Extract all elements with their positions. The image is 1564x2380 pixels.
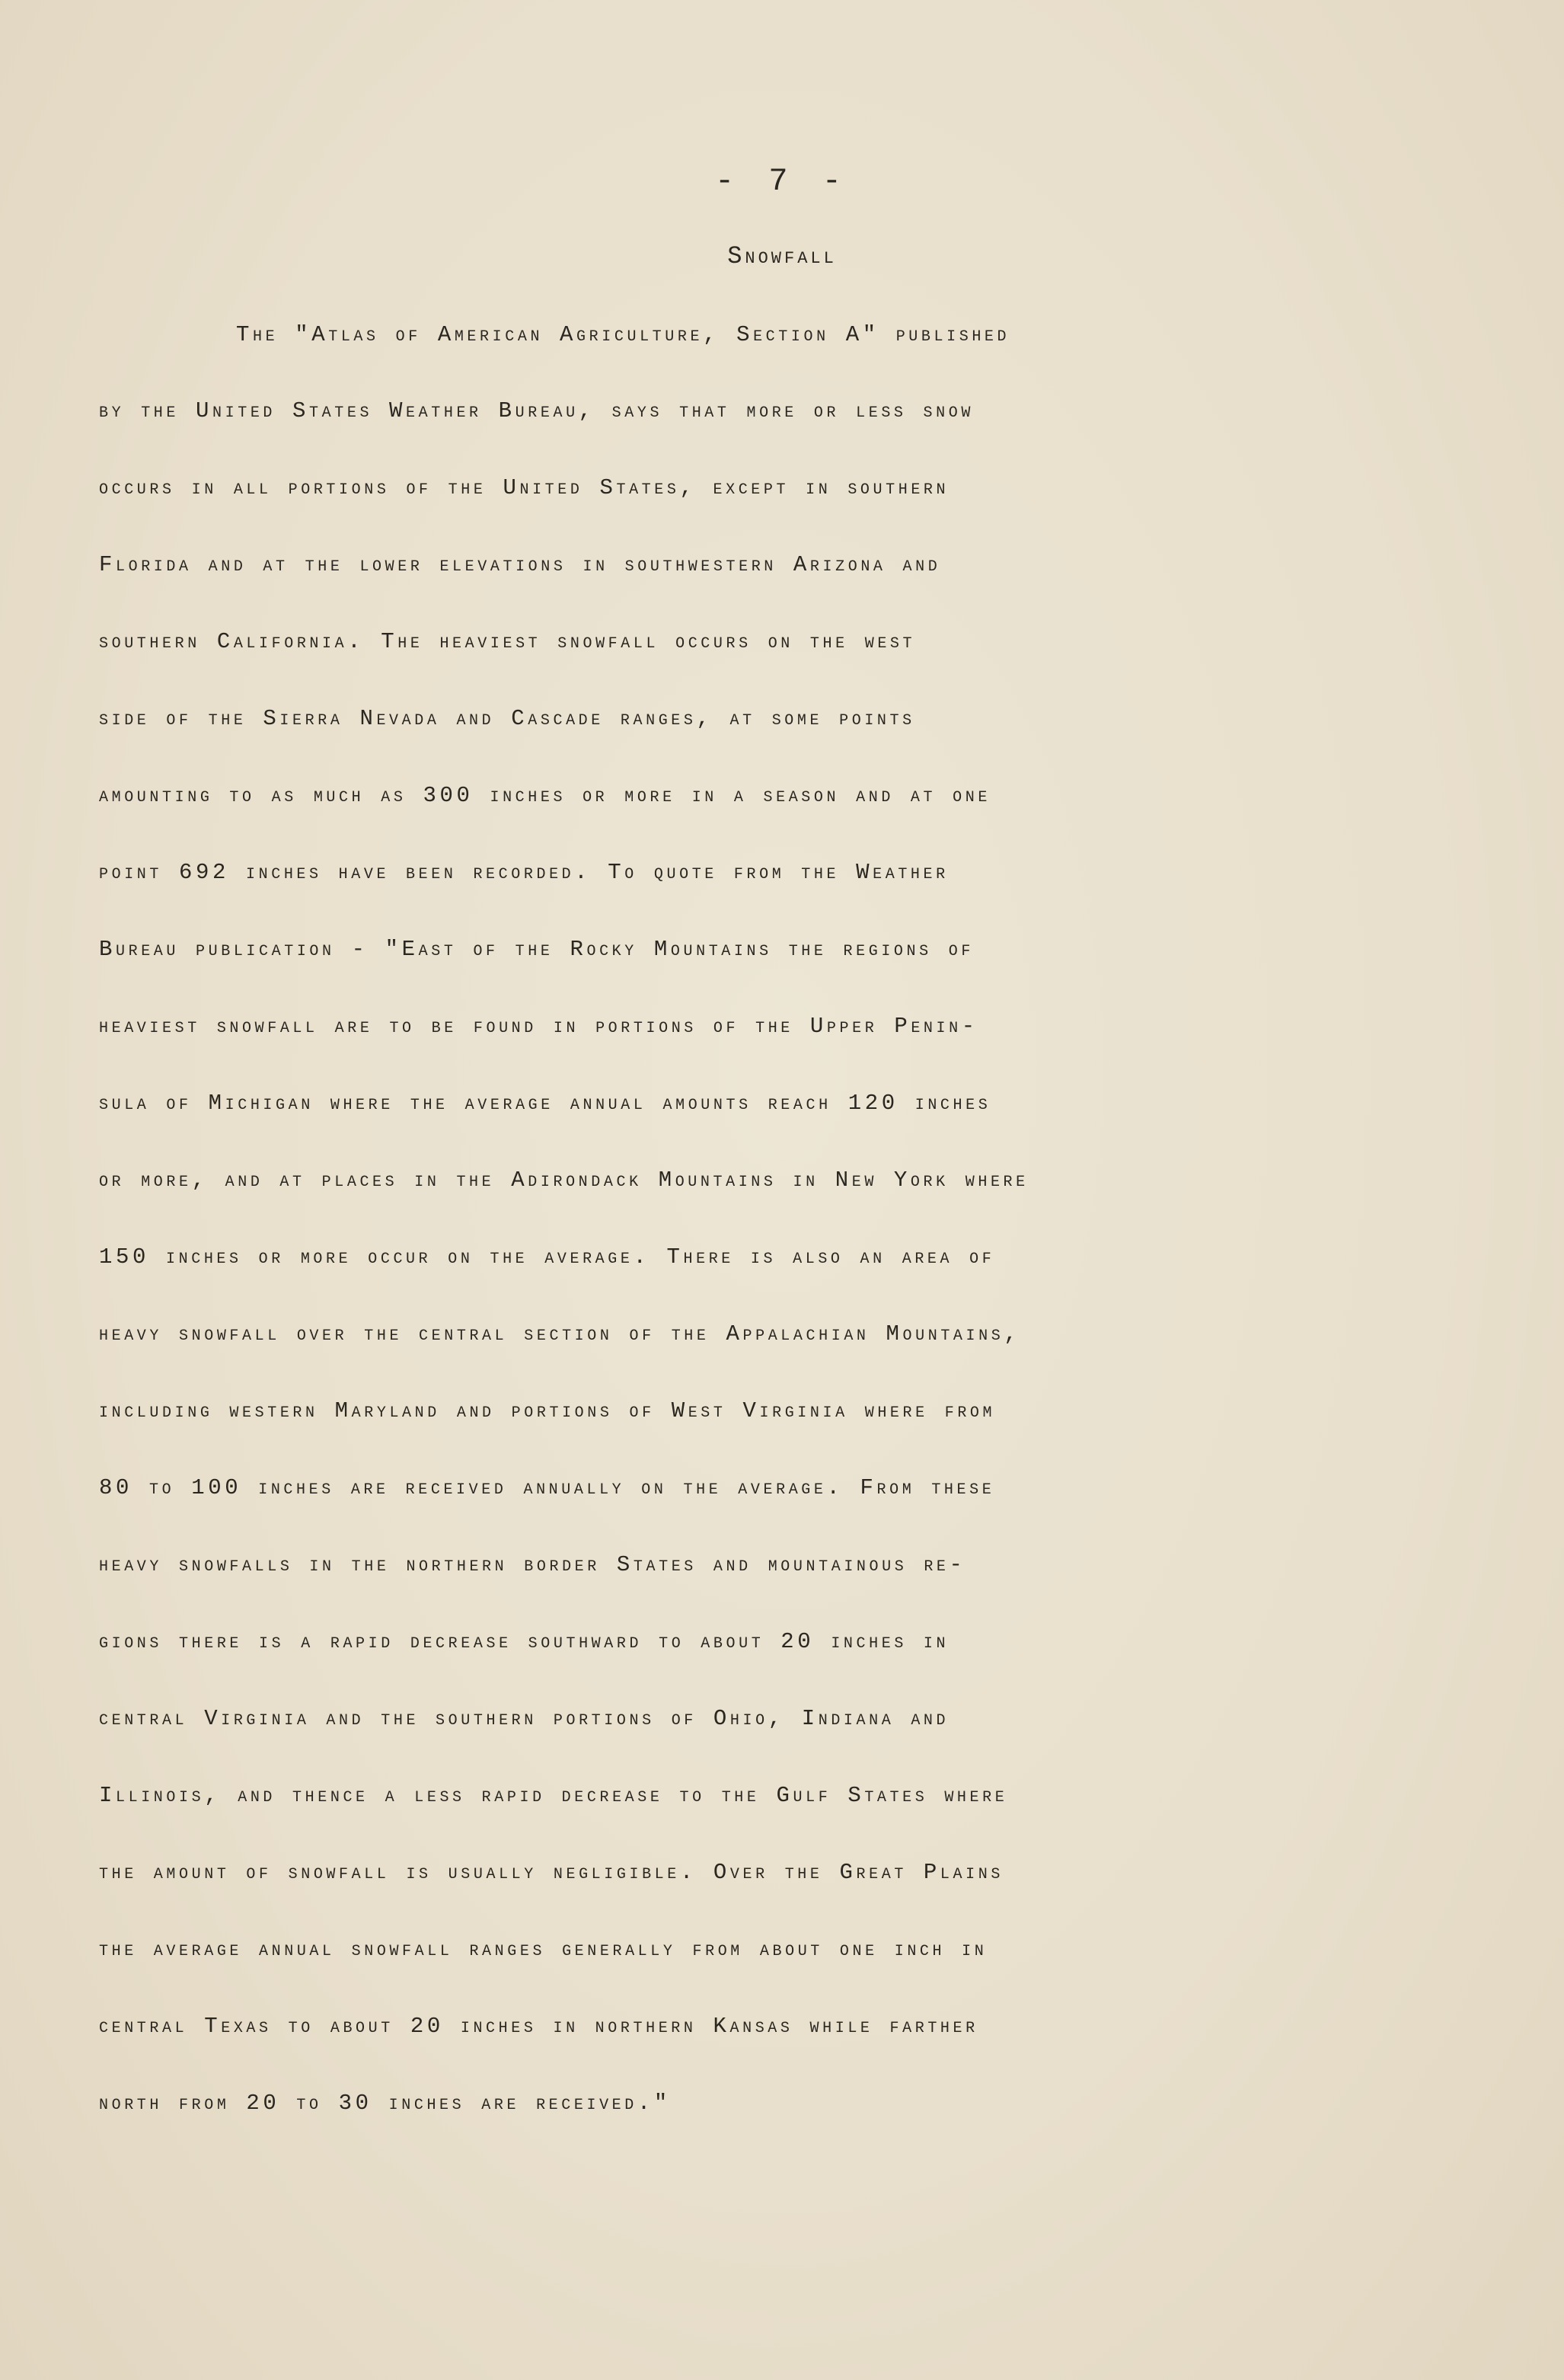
text-line: 150 inches or more occur on the average. There is also an area of: [99, 1244, 995, 1270]
text-line: or more, and at places in the Adirondack Mountains in New York where: [99, 1168, 1029, 1193]
text-line: gions there is a rapid decrease southward to about 20 inches in: [99, 1629, 950, 1654]
text-line: including western Maryland and portions of West Virginia where from: [99, 1398, 996, 1423]
text-line: heaviest snowfall are to be found in portions of the Upper Penin-: [99, 1014, 978, 1039]
text-line: southern California. The heaviest snowfall occurs on the west: [99, 629, 916, 654]
text-line: the average annual snowfall ranges generally from about one inch in: [99, 1937, 988, 1962]
text-line: sula of Michigan where the average annual amounts reach 120 inches: [99, 1091, 991, 1116]
text-line: Florida and at the lower elevations in southwestern Arizona and: [99, 552, 941, 577]
text-line: occurs in all portions of the United States, except in southern: [99, 475, 950, 500]
page-number: - 7 -: [714, 163, 850, 200]
text-line: Bureau publication - "East of the Rocky Mountains the regions of: [99, 937, 974, 962]
text-line: central Texas to about 20 inches in northern Kansas while farther: [99, 2014, 978, 2039]
text-line: heavy snowfalls in the northern border States and mountainous re-: [99, 1552, 966, 1577]
text-line: heavy snowfall over the central section of the Appalachian Mountains,: [99, 1321, 1021, 1347]
text-line: amounting to as much as 300 inches or more in a season and at one: [99, 783, 991, 808]
text-line: Illinois, and thence a less rapid decrease to the Gulf States where: [99, 1783, 1008, 1808]
text-line: 80 to 100 inches are received annually on the average. From these: [99, 1475, 995, 1500]
text-line: the amount of snowfall is usually negligible. Over the Great Plains: [99, 1860, 1004, 1885]
section-heading: Snowfall: [727, 242, 837, 270]
text-line: by the United States Weather Bureau, says that more or less snow: [99, 398, 974, 423]
text-line: side of the Sierra Nevada and Cascade ranges, at some points: [99, 706, 915, 731]
text-line: north from 20 to 30 inches are received.": [99, 2091, 671, 2116]
text-line: The "Atlas of American Agriculture, Section A" published: [236, 322, 1010, 347]
text-line: point 692 inches have been recorded. To quote from the Weather: [99, 860, 949, 885]
text-line: central Virginia and the southern portions of Ohio, Indiana and: [99, 1706, 950, 1731]
